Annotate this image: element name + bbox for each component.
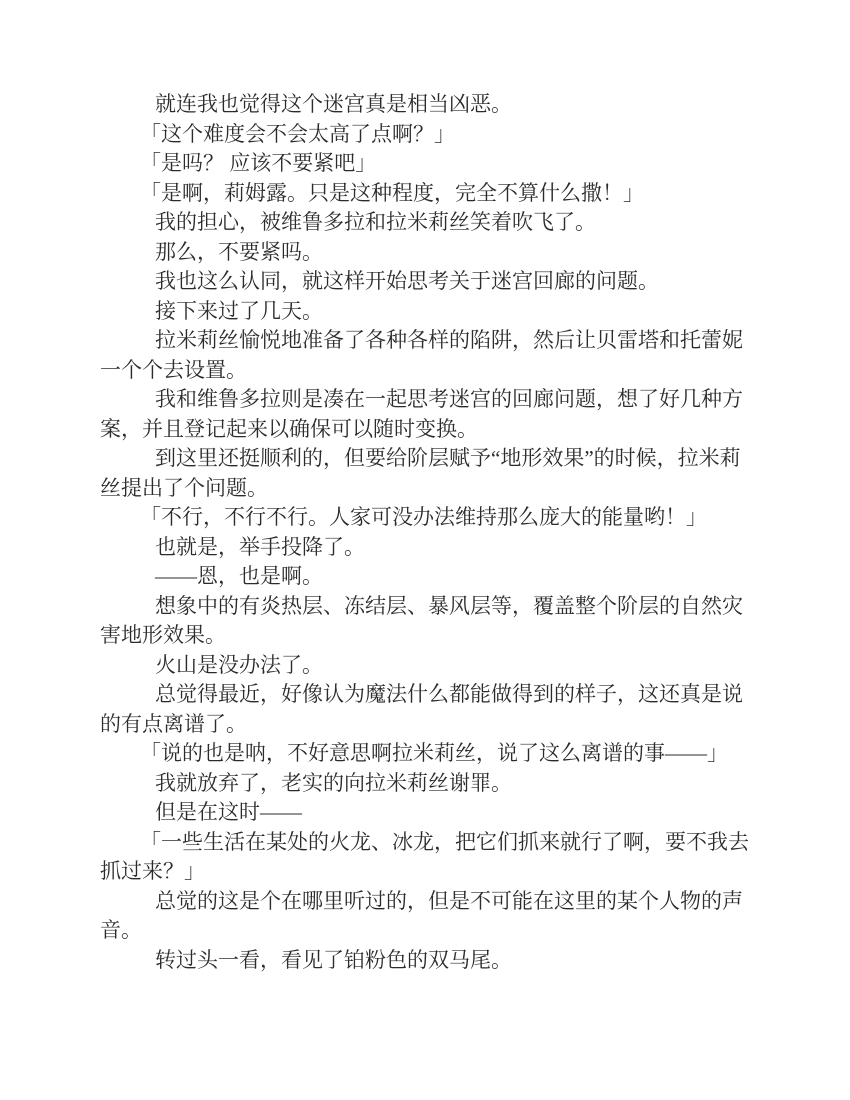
text-content <box>100 90 750 975</box>
paragraph: 我的担心，被维鲁多拉和拉米莉丝笑着吹飞了。 <box>155 210 596 234</box>
paragraph: 我就放弃了，老实的向拉米莉丝谢罪。 <box>155 770 512 795</box>
paragraph: 拉米莉丝愉悦地准备了各种各样的陷阱，然后让贝雷塔和托蕾妮一个个去设置。 <box>100 328 743 382</box>
paragraph: ——恩，也是啊。 <box>155 564 323 588</box>
paragraph: 转过头一看，看见了铂粉色的双马尾。 <box>155 947 512 972</box>
paragraph: 火山是没办法了。 <box>155 652 323 677</box>
paragraph: 到这里还挺顺利的，但要给阶层赋予“地形效果”的时候，拉米莉丝提出了个问题。 <box>100 446 741 500</box>
paragraph: 那么，不要紧吗。 <box>155 239 323 264</box>
paragraph: 「是啊，莉姆露。只是这种程度，完全不算什么撒！」 <box>140 180 644 205</box>
paragraph: 我和维鲁多拉则是凑在一起思考迷宫的回廊问题，想了好几种方案，并且登记起来以确保可以随时变换。 <box>100 387 743 441</box>
paragraph: 但是在这时—— <box>155 800 302 824</box>
paragraph: 就连我也觉得这个迷宫真是相当凶恶。 <box>155 92 512 116</box>
paragraph: 「说的也是呐，不好意思啊拉米莉丝，说了这么离谱的事——」 <box>140 741 728 765</box>
paragraph: 总觉得最近，好像认为魔法什么都能做得到的样子，这还真是说的有点离谱了。 <box>100 682 743 736</box>
paragraph: 「一些生活在某处的火龙、冰龙，把它们抓来就行了啊，要不我去抓过来？」 <box>100 829 749 883</box>
paragraph: 想象中的有炎热层、冻结层、暴风层等，覆盖整个阶层的自然灾害地形效果。 <box>100 593 743 647</box>
paragraph: 「是吗？ 应该不要紧吧」 <box>140 151 377 175</box>
paragraph: 我也这么认同，就这样开始思考关于迷宫回廊的问题。 <box>155 269 659 293</box>
paragraph: 「这个难度会不会太高了点啊？」 <box>140 121 455 146</box>
paragraph: 也就是，举手投降了。 <box>155 534 365 559</box>
paragraph: 总觉的这是个在哪里听过的，但是不可能在这里的某个人物的声音。 <box>100 888 743 942</box>
paragraph: 「不行，不行不行。人家可没办法维持那么庞大的能量哟！」 <box>140 505 707 529</box>
paragraph: 接下来过了几天。 <box>155 298 323 323</box>
